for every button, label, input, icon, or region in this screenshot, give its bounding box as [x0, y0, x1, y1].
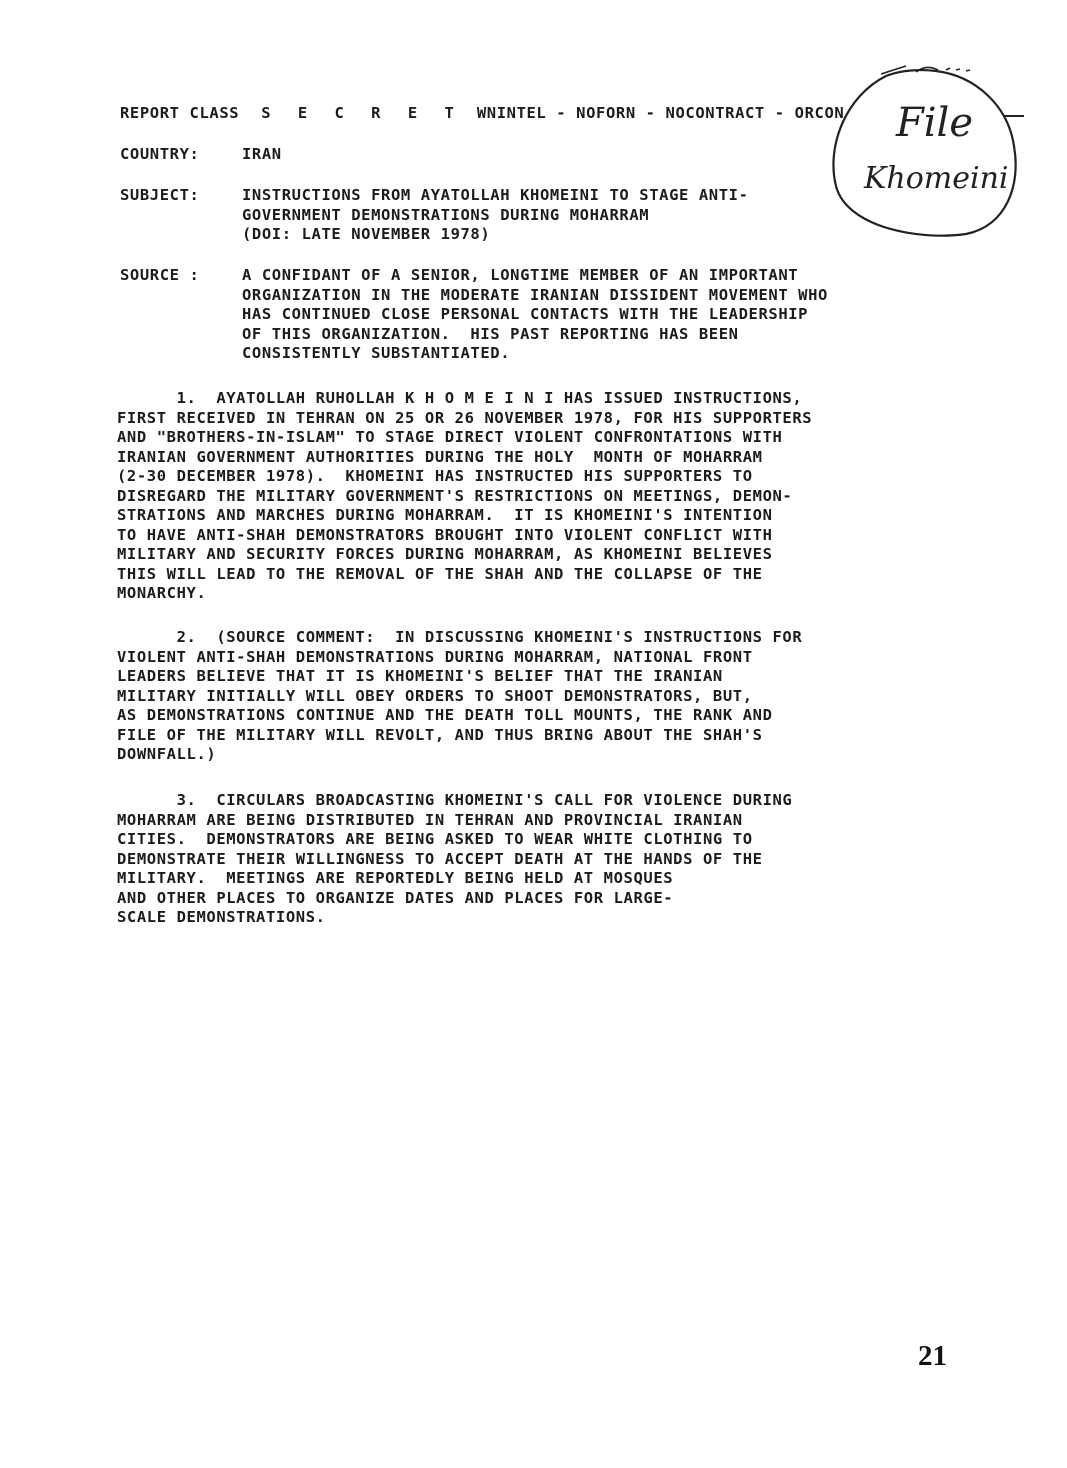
dissemination-controls: WNINTEL - NOFORN - NOCONTRACT - ORCON	[476, 104, 845, 122]
classification-level: S E C R E T	[261, 104, 463, 122]
annotation-line-2: Khomeini	[864, 161, 1009, 196]
classification-header	[120, 104, 844, 124]
report-class-label: REPORT CLASS	[120, 104, 240, 122]
annotation-drawing	[826, 56, 1026, 256]
source-value: A CONFIDANT OF A SENIOR, LONGTIME MEMBER OF AN IMPORTANT ORGANIZATION IN THE MODERATE IRANIAN DISSIDENT MOVEMENT WHO HAS CONTINUED CLOSE PERSONAL CONTACTS WITH THE LEADERSHIP OF THIS ORGANIZATION. HIS PAST REPORTING HAS BEEN CONSISTENTLY SUBSTANTIATED.	[242, 266, 828, 362]
subject-label: SUBJECT:	[120, 186, 200, 204]
paragraph-1: 1. AYATOLLAH RUHOLLAH K H O M E I N I HAS ISSUED INSTRUCTIONS, FIRST RECEIVED IN TEHRAN ON 25 OR 26 NOVEMBER 1978, FOR HIS SUPPORTERS AND "BROTHERS-IN-ISLAM" TO STAGE DIRECT VIOLENT CONFRONTATIONS WITH IRANIAN GOVERNMENT AUTHORITIES DURING THE HOLY MONTH OF MOHARRAM (2-30 DECEMBER 1978). KHOMEINI HAS INSTRUCTED HIS SUPPORTERS TO DISREGARD THE MILITARY GOVERNMENT'S RESTRICTIONS ON MEETINGS, DEMON- STRATIONS AND MARCHES DURING MOHARRAM. IT IS KHOMEINI'S INTENTION TO HAVE ANTI-SHAH DEMONSTRATORS BROUGHT INTO VIOLENT CONFLICT WITH MILITARY AND SECURITY FORCES DURING MOHARRAM, AS KHOMEINI BELIEVES THIS WILL LEAD TO THE REMOVAL OF THE SHAH AND THE COLLAPSE OF THE MONARCHY.	[117, 389, 813, 602]
source-label: SOURCE :	[120, 266, 200, 284]
paragraph-2: 2. (SOURCE COMMENT: IN DISCUSSING KHOMEINI'S INSTRUCTIONS FOR VIOLENT ANTI-SHAH DEMONSTRATIONS DURING MOHARRAM, NATIONAL FRONT LEADERS BELIEVE THAT IT IS KHOMEINI'S BELIEF THAT THE IRANIAN MILITARY INITIALLY WILL OBEY ORDERS TO SHOOT DEMONSTRATORS, BUT, AS DEMONSTRATIONS CONTINUE AND THE DEATH TOLL MOUNTS, THE RANK AND FILE OF THE MILITARY WILL REVOLT, AND THUS BRING ABOUT THE SHAH'S DOWNFALL.)	[117, 628, 803, 763]
paragraph-3: 3. CIRCULARS BROADCASTING KHOMEINI'S CALL FOR VIOLENCE DURING MOHARRAM ARE BEING DISTRIBUTED IN TEHRAN AND PROVINCIAL IRANIAN CITIES. DEMONSTRATORS ARE BEING ASKED TO WEAR WHITE CLOTHING TO DEMONSTRATE THEIR WILLINGNESS TO ACCEPT DEATH AT THE HANDS OF THE MILITARY. MEETINGS ARE REPORTEDLY BEING HELD AT MOSQUES AND OTHER PLACES TO ORGANIZE DATES AND PLACES FOR LARGE- SCALE DEMONSTRATIONS.	[117, 791, 793, 926]
page-number: 21	[918, 1340, 947, 1372]
annotation-circle	[833, 70, 1015, 236]
annotation-line-1: File	[896, 100, 974, 146]
country-label: COUNTRY:	[120, 145, 200, 163]
country-value: IRAN	[242, 145, 282, 163]
handwritten-file-annotation	[826, 56, 1026, 256]
subject-value: INSTRUCTIONS FROM AYATOLLAH KHOMEINI TO STAGE ANTI- GOVERNMENT DEMONSTRATIONS DURING MOHARRAM (DOI: LATE NOVEMBER 1978)	[242, 186, 749, 243]
